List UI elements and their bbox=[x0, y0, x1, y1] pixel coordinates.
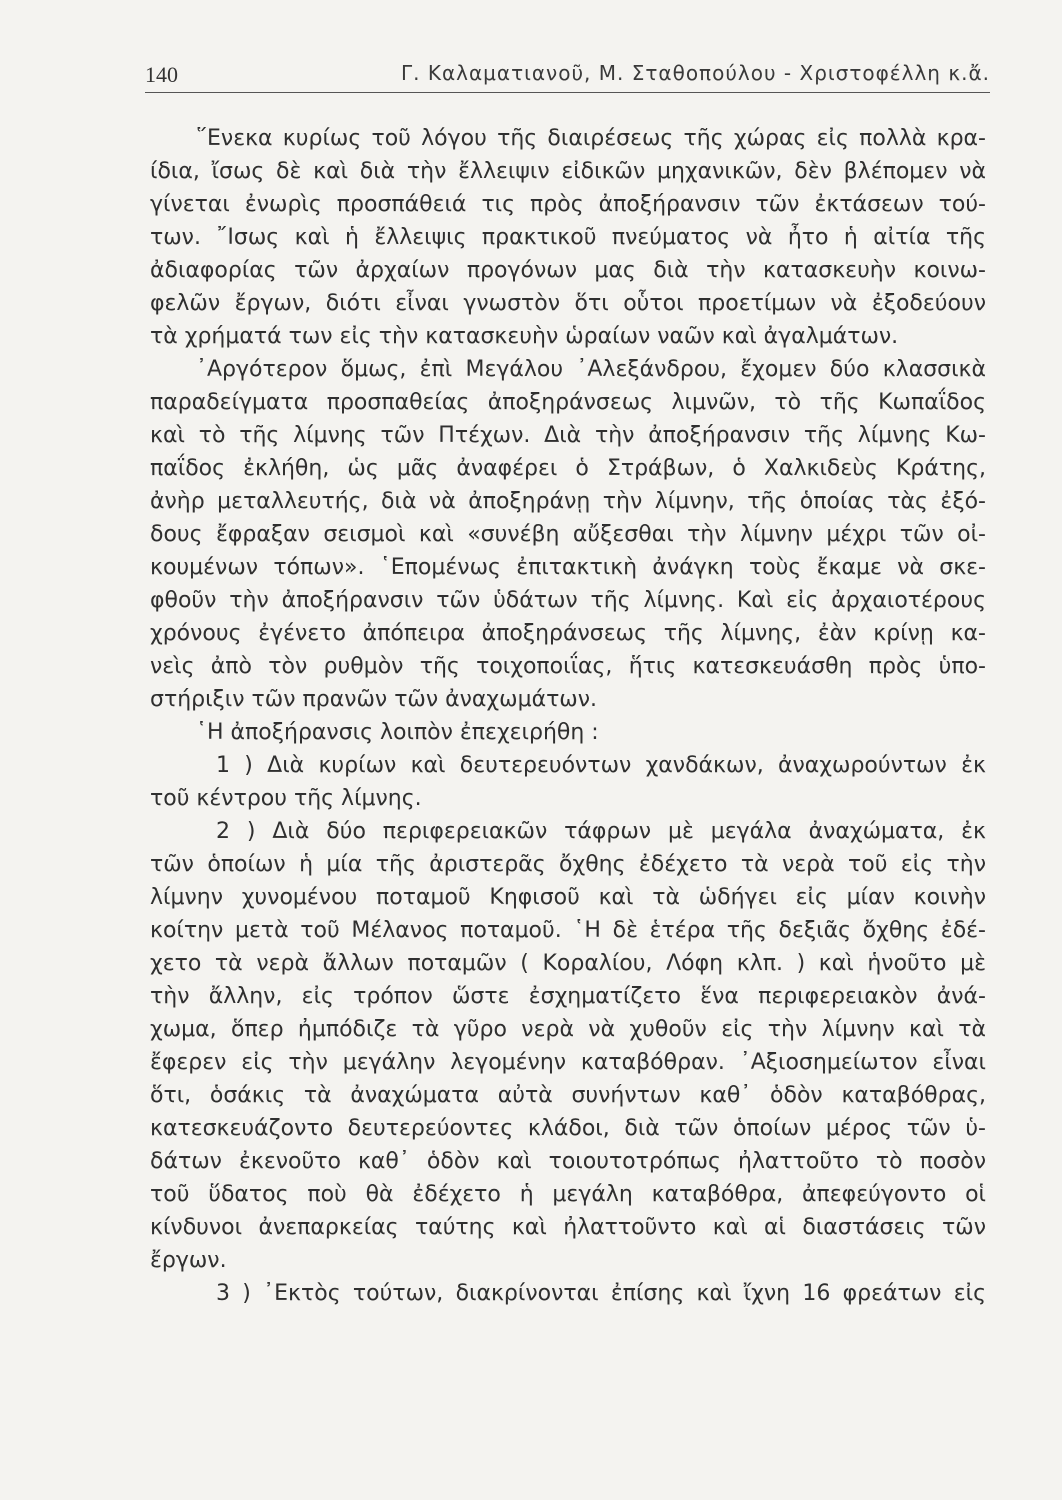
text-line: κίνδυνοι ἀνεπαρκείας ταύτης καὶ ἠλαττοῦντο καὶ αἱ διαστάσεις τῶν bbox=[150, 1215, 986, 1240]
text-line: ἀνὴρ μεταλλευτής, διὰ νὰ ἀποξηράνῃ τὴν λίμνην, τῆς ὁποίας τὰς ἐξό- bbox=[150, 489, 986, 514]
text-line: τοῦ κέντρου τῆς λίμνης. bbox=[150, 786, 422, 811]
text-line: τοῦ ὕδατος ποὺ θὰ ἐδέχετο ἡ μεγάλη καταβόθρα, ἀπεφεύγοντο οἱ bbox=[150, 1182, 986, 1207]
text-line: ἔργων. bbox=[150, 1248, 227, 1273]
text-line: δους ἔφραξαν σεισμοὶ καὶ «συνέβη αὔξεσθαι τὴν λίμνην μέχρι τῶν οἰ- bbox=[150, 522, 986, 547]
text-line: ἔφερεν εἰς τὴν μεγάλην λεγομένην καταβόθραν. ᾿Αξιοσημείωτον εἶναι bbox=[150, 1050, 986, 1075]
body-text bbox=[150, 122, 986, 1310]
text-line: ὅτι, ὁσάκις τὰ ἀναχώματα αὐτὰ συνήντων καθ᾿ ὁδὸν καταβόθρας, bbox=[150, 1083, 986, 1108]
text-line: λίμνην χυνομένου ποταμοῦ Κηφισοῦ καὶ τὰ ὡδήγει εἰς μίαν κοινὴν bbox=[150, 885, 986, 910]
page-header bbox=[145, 52, 990, 93]
running-head: Γ. Καλαματιανοῦ, Μ. Σταθοπούλου - Χριστοφέλλη κ.ἄ. bbox=[400, 61, 990, 85]
text-line: χρόνους ἐγένετο ἀπόπειρα ἀποξηράνσεως τῆς λίμνης, ἐὰν κρίνῃ κα- bbox=[150, 621, 986, 646]
text-line: τὰ χρήματά των εἰς τὴν κατασκευὴν ὡραίων ναῶν καὶ ἀγαλμάτων. bbox=[150, 324, 899, 349]
text-line: χετο τὰ νερὰ ἄλλων ποταμῶν ( Κοραλίου, Λόφη κλπ. ) καὶ ἡνοῦτο μὲ bbox=[150, 951, 986, 976]
text-line: 3 ) ᾿Εκτὸς τούτων, διακρίνονται ἐπίσης καὶ ἴχνη 16 φρεάτων εἰς bbox=[216, 1281, 986, 1306]
text-line: κατεσκευάζοντο δευτερεύοντες κλάδοι, διὰ τῶν ὁποίων μέρος τῶν ὑ- bbox=[150, 1116, 986, 1141]
text-line: ῞Ενεκα κυρίως τοῦ λόγου τῆς διαιρέσεως τῆς χώρας εἰς πολλὰ κρα- bbox=[196, 126, 986, 151]
text-line: γίνεται ἐνωρὶς προσπάθειά τις πρὸς ἀποξήρανσιν τῶν ἐκτάσεων τού- bbox=[150, 192, 986, 217]
text-line: ᾿Αργότερον ὅμως, ἐπὶ Μεγάλου ᾿Αλεξάνδρου, ἔχομεν δύο κλασσικὰ bbox=[196, 357, 986, 382]
text-line: ίδια, ἴσως δὲ καὶ διὰ τὴν ἔλλειψιν εἰδικῶν μηχανικῶν, δὲν βλέπομεν νὰ bbox=[150, 159, 986, 184]
text-line: 2 ) Διὰ δύο περιφερειακῶν τάφρων μὲ μεγάλα ἀναχώματα, ἐκ bbox=[216, 819, 986, 844]
text-line: κοίτην μετὰ τοῦ Μέλανος ποταμοῦ. ῾Η δὲ ἑτέρα τῆς δεξιᾶς ὄχθης ἐδέ- bbox=[150, 918, 986, 943]
text-line: στήριξιν τῶν πρανῶν τῶν ἀναχωμάτων. bbox=[150, 687, 598, 712]
text-line: χωμα, ὅπερ ἠμπόδιζε τὰ γῦρο νερὰ νὰ χυθοῦν εἰς τὴν λίμνην καὶ τὰ bbox=[150, 1017, 986, 1042]
text-line: των. ῎Ισως καὶ ἡ ἔλλειψις πρακτικοῦ πνεύματος νὰ ἦτο ἡ αἰτία τῆς bbox=[150, 225, 986, 250]
text-line: ῾Η ἀποξήρανσις λοιπὸν ἐπεχειρήθη : bbox=[196, 720, 599, 745]
text-line: τὴν ἄλλην, εἰς τρόπον ὥστε ἐσχηματίζετο ἕνα περιφερειακὸν ἀνά- bbox=[150, 984, 986, 1009]
text-line: δάτων ἐκενοῦτο καθ᾿ ὁδὸν καὶ τοιουτοτρόπως ἠλαττοῦτο τὸ ποσὸν bbox=[150, 1149, 986, 1174]
text-line: νεὶς ἀπὸ τὸν ρυθμὸν τῆς τοιχοποιΐας, ἥτις κατεσκευάσθη πρὸς ὑπο- bbox=[150, 654, 986, 679]
text-line: παραδείγματα προσπαθείας ἀποξηράνσεως λιμνῶν, τὸ τῆς Κωπαΐδος bbox=[150, 390, 986, 415]
text-line: κουμένων τόπων». ῾Επομένως ἐπιτακτικὴ ἀνάγκη τοὺς ἔκαμε νὰ σκε- bbox=[150, 555, 986, 580]
text-line: φελῶν ἔργων, διότι εἶναι γνωστὸν ὅτι οὗτοι προετίμων νὰ ἐξοδεύουν bbox=[150, 291, 986, 316]
page-number: 140 bbox=[145, 62, 178, 87]
text-line: φθοῦν τὴν ἀποξήρανσιν τῶν ὑδάτων τῆς λίμνης. Καὶ εἰς ἀρχαιοτέρους bbox=[150, 588, 986, 613]
text-line: ἀδιαφορίας τῶν ἀρχαίων προγόνων μας διὰ τὴν κατασκευὴν κοινω- bbox=[150, 258, 986, 283]
text-line: καὶ τὸ τῆς λίμνης τῶν Πτέχων. Διὰ τὴν ἀποξήρανσιν τῆς λίμνης Κω- bbox=[150, 423, 986, 448]
text-line: τῶν ὁποίων ἡ μία τῆς ἀριστερᾶς ὄχθης ἐδέχετο τὰ νερὰ τοῦ εἰς τὴν bbox=[150, 852, 986, 877]
text-line: 1 ) Διὰ κυρίων καὶ δευτερευόντων χανδάκων, ἀναχωρούντων ἐκ bbox=[216, 753, 986, 778]
text-line: παΐδος ἐκλήθη, ὡς μᾶς ἀναφέρει ὁ Στράβων, ὁ Χαλκιδεὺς Κράτης, bbox=[150, 456, 986, 481]
